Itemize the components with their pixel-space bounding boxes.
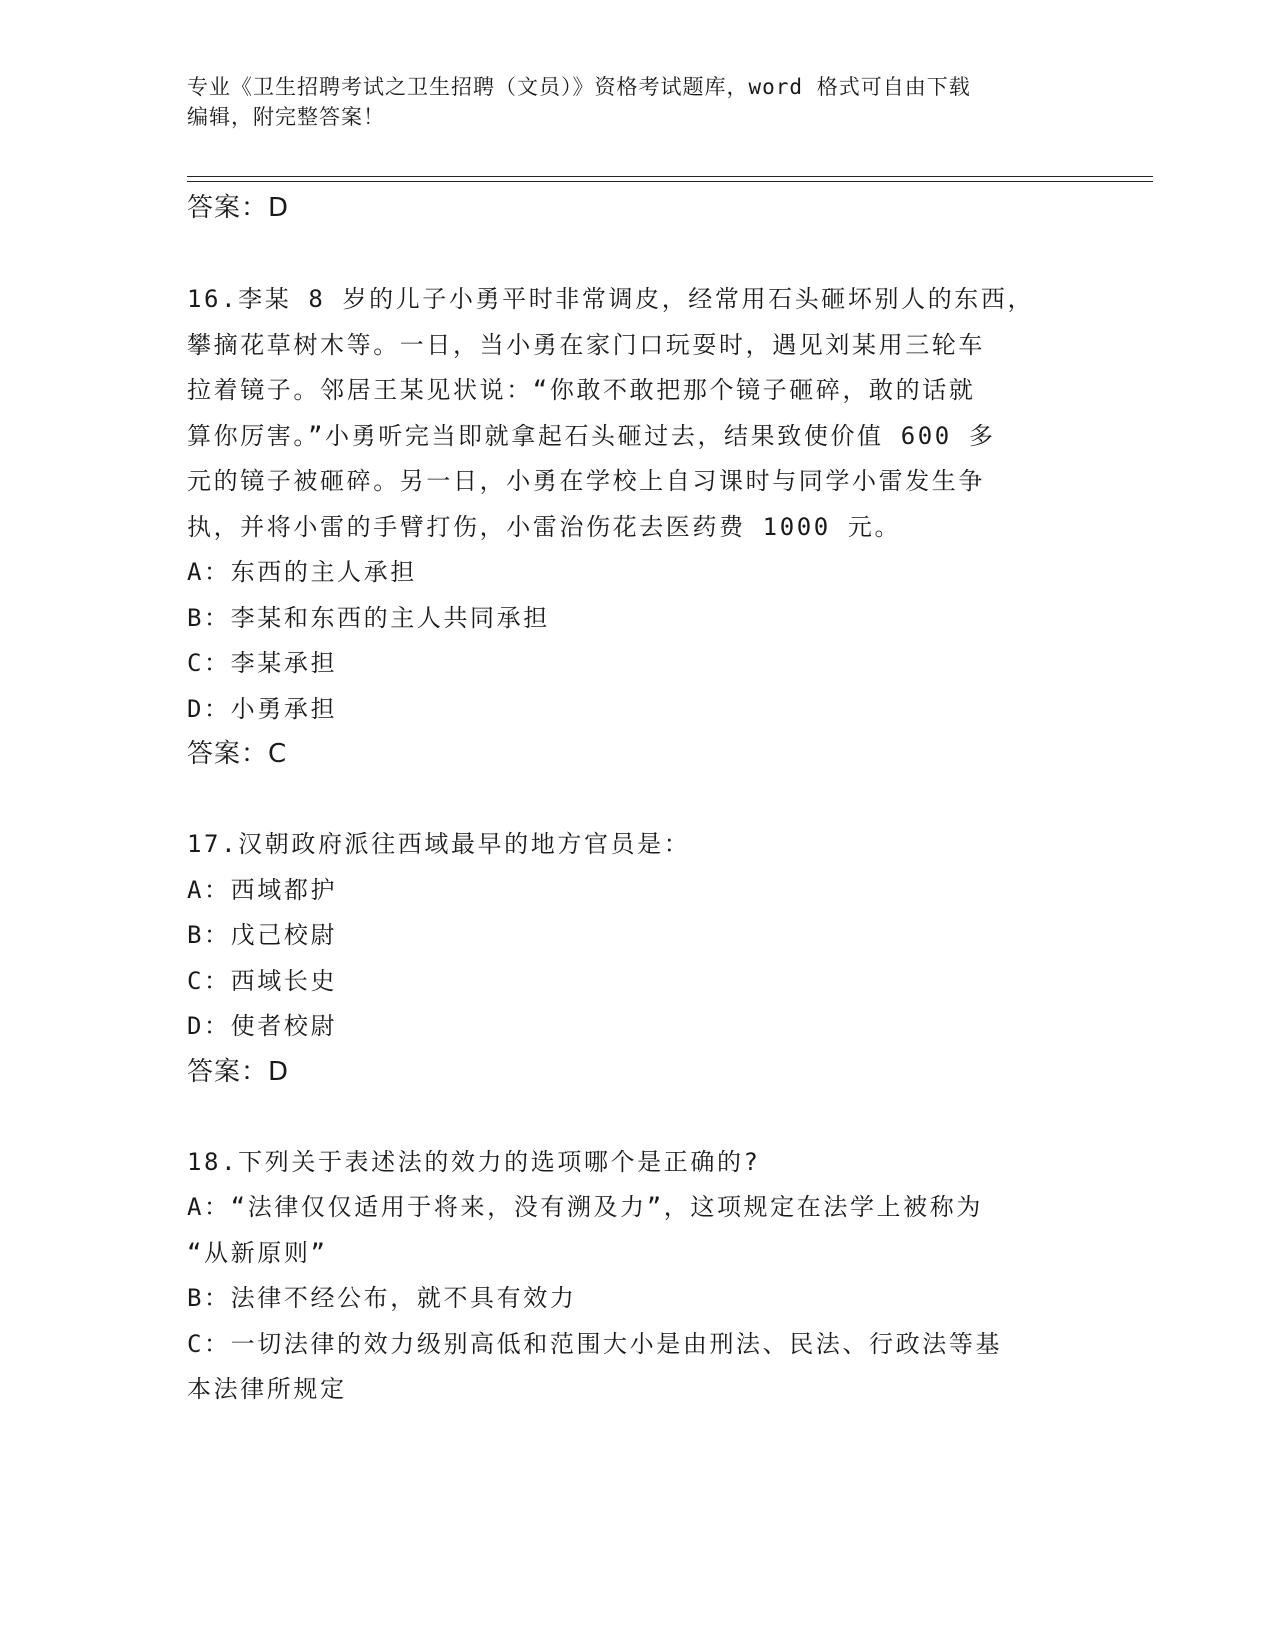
spacer (187, 231, 1087, 277)
question-text-line: 18.下列关于表述法的效力的选项哪个是正确的? (187, 1147, 761, 1176)
option-d: D：小勇承担 (187, 694, 338, 723)
question-text-line: 攀摘花草树木等。一日，当小勇在家门口玩耍时，遇见刘某用三轮车 (187, 330, 985, 359)
header-line-1: 专业《卫生招聘考试之卫生招聘（文员）》资格考试题库，word 格式可自由下载 (187, 75, 971, 99)
page-header (187, 72, 1067, 132)
question-text-line: 16.李某 8 岁的儿子小勇平时非常调皮，经常用石头砸坏别人的东西， (187, 285, 1035, 313)
answer-line: 答案：C (187, 739, 288, 769)
option-a-continuation: “从新原则” (187, 1238, 328, 1267)
option-a: A：“法律仅仅适用于将来，没有溯及力”，这项规定在法学上被称为 (187, 1193, 983, 1221)
question-text-line: 元的镜子被砸碎。另一日，小勇在学校上自习课时与同学小雷发生争 (187, 467, 985, 495)
option-c: C：李某承担 (187, 649, 338, 677)
document-body (187, 186, 1087, 1413)
option-b: B：法律不经公布，就不具有效力 (187, 1284, 577, 1312)
option-c: C：西域长史 (187, 966, 338, 995)
header-rule-bottom (187, 181, 1153, 182)
option-c-continuation: 本法律所规定 (187, 1375, 347, 1403)
question-text-line: 17.汉朝政府派往西域最早的地方官员是： (187, 830, 691, 858)
answer-line: 答案：D (187, 1056, 290, 1087)
question-text-line: 拉着镜子。邻居王某见状说：“你敢不敢把那个镜子砸碎，敢的话就 (187, 376, 976, 404)
question-16 (187, 277, 1087, 777)
option-a: A：东西的主人承担 (187, 558, 417, 586)
spacer (187, 1095, 1087, 1140)
header-rule-top (187, 176, 1153, 177)
question-text-line: 执，并将小雷的手臂打伤，小雷治伤花去医药费 1000 元。 (187, 512, 902, 541)
spacer (187, 777, 1087, 822)
question-18 (187, 1140, 1087, 1413)
option-b: B：李某和东西的主人共同承担 (187, 603, 550, 632)
question-text-line: 算你厉害。”小勇听完当即就拿起石头砸过去，结果致使价值 600 多 (187, 421, 996, 450)
option-a: A：西域都护 (187, 875, 338, 904)
option-b: B：戊己校尉 (187, 921, 338, 949)
question-17 (187, 822, 1087, 1095)
answer-line: 答案：D (187, 193, 290, 223)
option-d: D：使者校尉 (187, 1012, 338, 1040)
header-line-2: 编辑，附完整答案！ (187, 105, 385, 129)
option-c: C：一切法律的效力级别高低和范围大小是由刑法、民法、行政法等基 (187, 1329, 1003, 1358)
